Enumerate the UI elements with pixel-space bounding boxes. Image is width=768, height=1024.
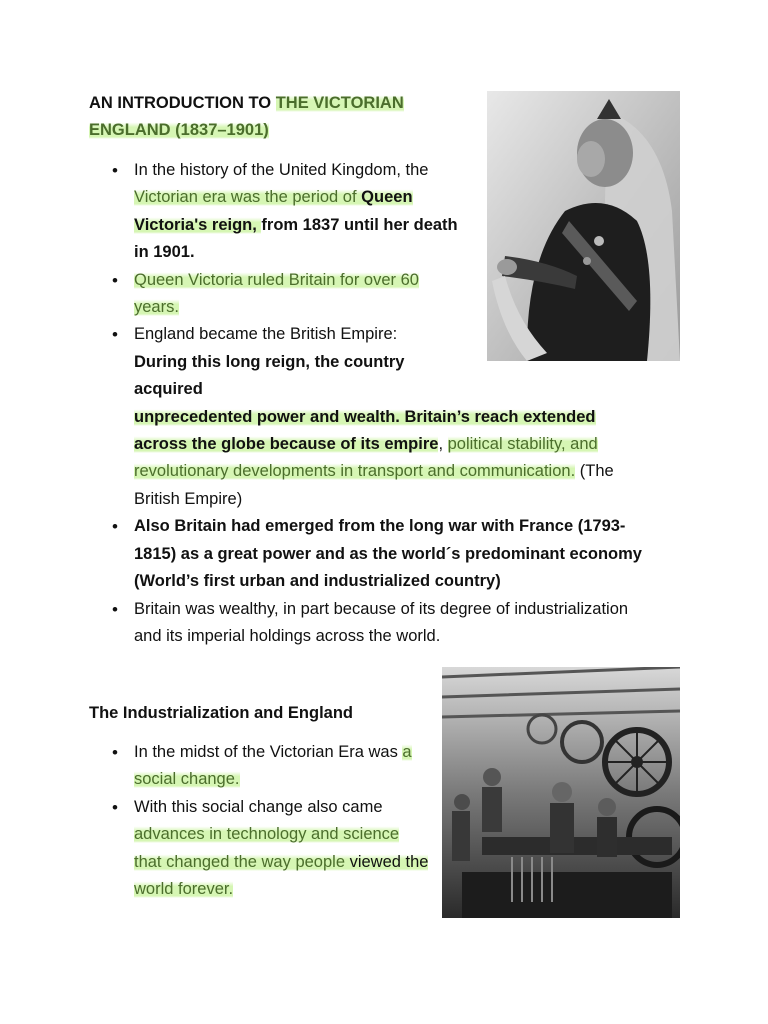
heading-plain: AN INTRODUCTION TO — [89, 94, 276, 112]
bullet-british-empire — [134, 321, 629, 513]
bullet-social-change — [134, 739, 434, 794]
heading-highlight-2: ENGLAND (1837–1901) — [89, 121, 269, 139]
b3-text-c: unprecedented power and wealth. Britain’s reach extended across the globe because of its empire — [134, 407, 596, 454]
section2-bullet-list — [134, 739, 434, 903]
section1-heading — [89, 90, 449, 144]
b2-text: Queen Victoria ruled Britain for over 60 years. — [134, 270, 419, 317]
s2-b2-text-d: world forever. — [134, 880, 234, 899]
b1-text-d: from 1837 until her death in 1901. — [134, 215, 458, 262]
b3-text-b: During this long reign, the country acquired — [134, 352, 405, 399]
bullet-queen-ruled — [134, 267, 464, 322]
heading-highlight-1: THE VICTORIAN — [275, 94, 404, 112]
s2-b2-text-a: With this social change also came — [134, 797, 383, 816]
bullet-britain-wealthy — [134, 596, 634, 651]
b3-text-a: England became the British Empire: — [134, 325, 398, 344]
victorian-factory-photo — [442, 667, 680, 918]
b1-text-b: Victorian era was the period of — [134, 188, 362, 207]
b1-text-a: In the history of the United Kingdom, the — [134, 161, 429, 179]
section1-bullet-list — [134, 157, 642, 650]
s2-b2-text-c: viewed the — [349, 852, 429, 871]
b3-text-f: (The British Empire) — [134, 462, 614, 508]
s2-b1-text-a: In the midst of the Victorian Era was — [134, 743, 403, 761]
s2-b2-text-b: advances in technology and science that changed the way people — [134, 825, 400, 871]
section2-heading-text: The Industrialization and England — [89, 704, 354, 722]
s2-b1-text-b: a social change. — [134, 743, 412, 789]
section2-heading — [89, 700, 429, 727]
bullet-victorian-era — [134, 157, 474, 267]
b4-text: Also Britain had emerged from the long war with France (1793-1815) as a great power and as the world´s predominant economy (World’s first urban and industrialized country) — [134, 517, 642, 591]
b3-text-d: , — [438, 435, 448, 454]
b5-text: Britain was wealthy, in part because of its degree of industrialization and its imperial holdings across the world. — [134, 599, 629, 645]
b3-text-e: political stability, and revolutionary developments in transport and communication. — [134, 435, 598, 481]
factory-image — [442, 667, 680, 918]
b1-text-c: Queen Victoria's reign, — [134, 188, 413, 234]
bullet-technology-advances — [134, 794, 429, 904]
bullet-war-with-france — [134, 513, 664, 595]
